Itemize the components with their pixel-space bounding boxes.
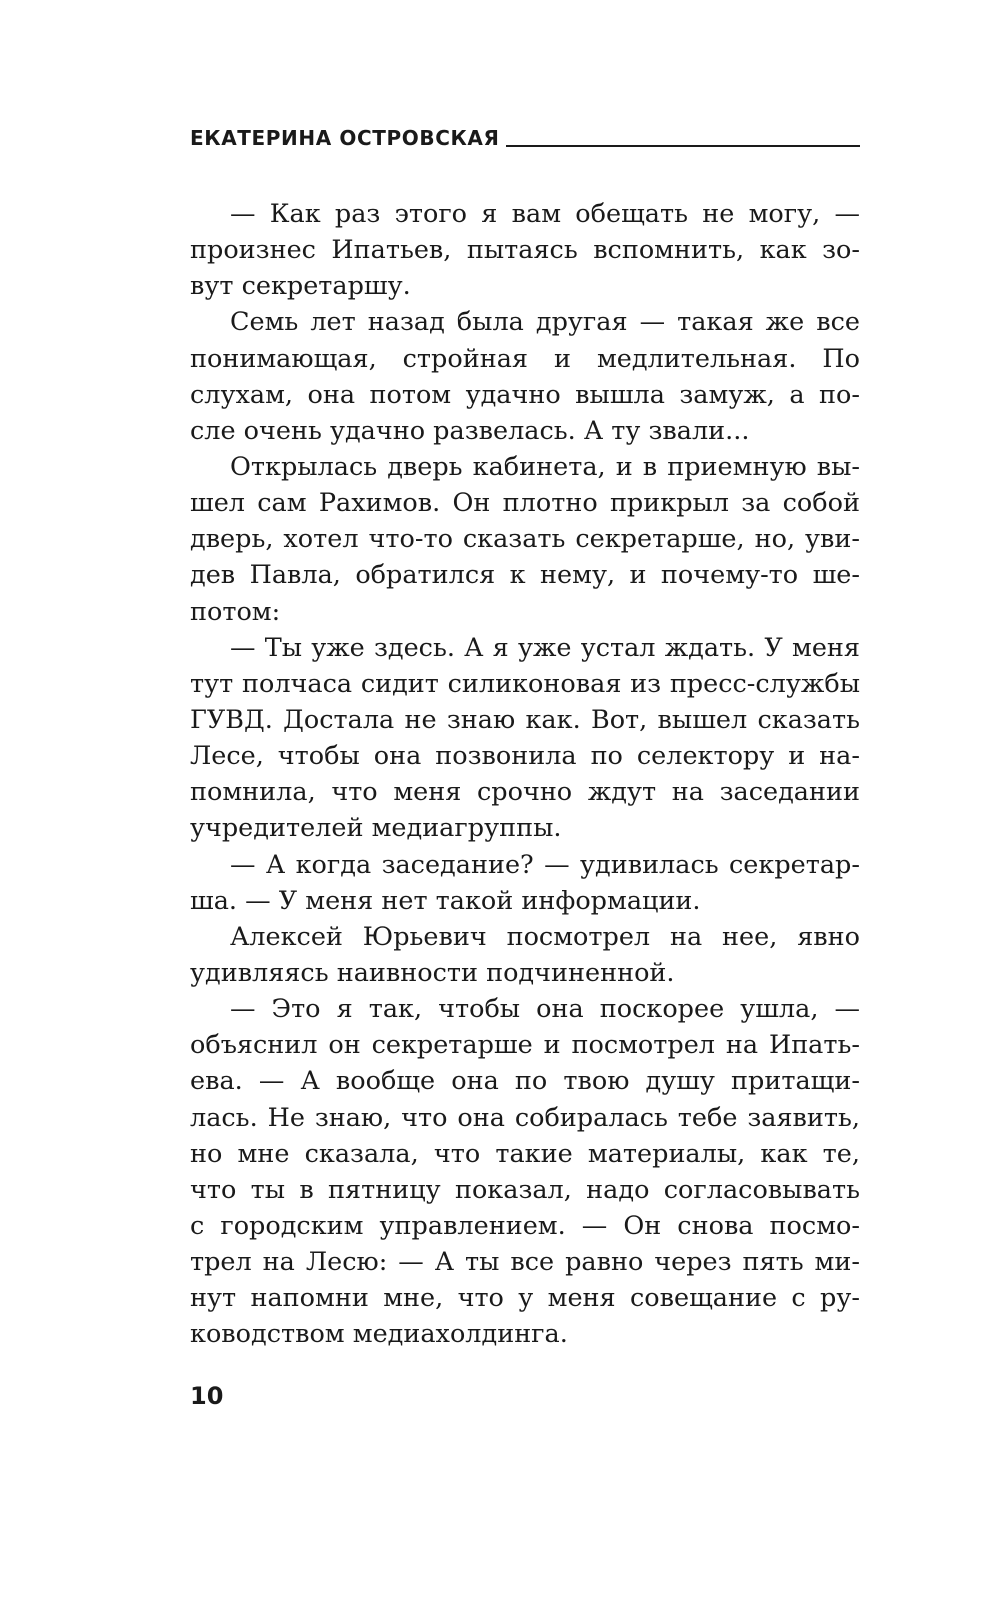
text-line: шел сам Рахимов. Он плотно прикрыл за собой: [190, 488, 860, 519]
page-number: 10: [190, 1382, 224, 1410]
text-line: Открылась дверь кабинета, и в приемную вы-: [230, 451, 860, 482]
text-line: ководством медиахолдинга.: [190, 1319, 568, 1350]
text-line: потом:: [190, 596, 281, 627]
text-line: с городским управлением. — Он снова посмо-: [190, 1210, 860, 1241]
text-line: — А когда заседание? — удивилась секретар-: [230, 849, 860, 880]
text-line: — Как раз этого я вам обещать не могу, —: [230, 199, 860, 229]
text-line: что ты в пятницу показал, надо согласовывать: [190, 1174, 860, 1205]
text-line: — Ты уже здесь. А я уже устал ждать. У меня: [230, 632, 860, 663]
text-line: дверь, хотел что-то сказать секретарше, но, уви-: [190, 524, 860, 555]
text-line: Алексей Юрьевич посмотрел на нее, явно: [230, 921, 860, 952]
body-text: [190, 196, 860, 1353]
text-line: слухам, она потом удачно вышла замуж, а по-: [190, 379, 860, 410]
text-line: нут напомни мне, что у меня совещание с ру-: [190, 1283, 860, 1314]
text-line: удивляясь наивности подчиненной.: [190, 957, 675, 988]
running-head: [190, 114, 860, 150]
text-line: тут полчаса сидит силиконовая из пресс-службы: [190, 668, 860, 699]
text-line: понимающая, стройная и медлительная. По: [190, 343, 860, 374]
text-line: но мне сказала, что такие материалы, как те,: [190, 1138, 860, 1169]
header-rule: [506, 145, 861, 147]
text-line: дев Павла, обратился к нему, и почему-то ше-: [190, 560, 860, 591]
text-line: вут секретаршу.: [190, 271, 411, 302]
text-line: ша. — У меня нет такой информации.: [190, 885, 701, 916]
text-line: сле очень удачно развелась. А ту звали...: [190, 415, 750, 446]
text-line: объяснил он секретарше и посмотрел на Ипать-: [190, 1030, 860, 1061]
text-line: учредителей медиагруппы.: [190, 813, 562, 844]
text-line: ГУВД. Достала не знаю как. Вот, вышел сказать: [190, 704, 860, 735]
text-line: помнила, что меня срочно ждут на заседании: [190, 777, 860, 808]
text-line: произнес Ипатьев, пытаясь вспомнить, как зо-: [190, 235, 860, 266]
text-line: Семь лет назад была другая — такая же все: [230, 307, 860, 338]
text-line: — Это я так, чтобы она поскорее ушла, —: [230, 994, 860, 1025]
text-line: Лесе, чтобы она позвонила по селектору и на-: [190, 741, 860, 772]
text-line: лась. Не знаю, что она собиралась тебе заявить,: [190, 1102, 860, 1133]
author-name: ЕКАТЕРИНА ОСТРОВСКАЯ: [190, 126, 500, 150]
text-line: ева. — А вообще она по твою душу притащи-: [190, 1066, 860, 1097]
text-line: трел на Лесю: — А ты все равно через пять ми-: [190, 1247, 860, 1278]
